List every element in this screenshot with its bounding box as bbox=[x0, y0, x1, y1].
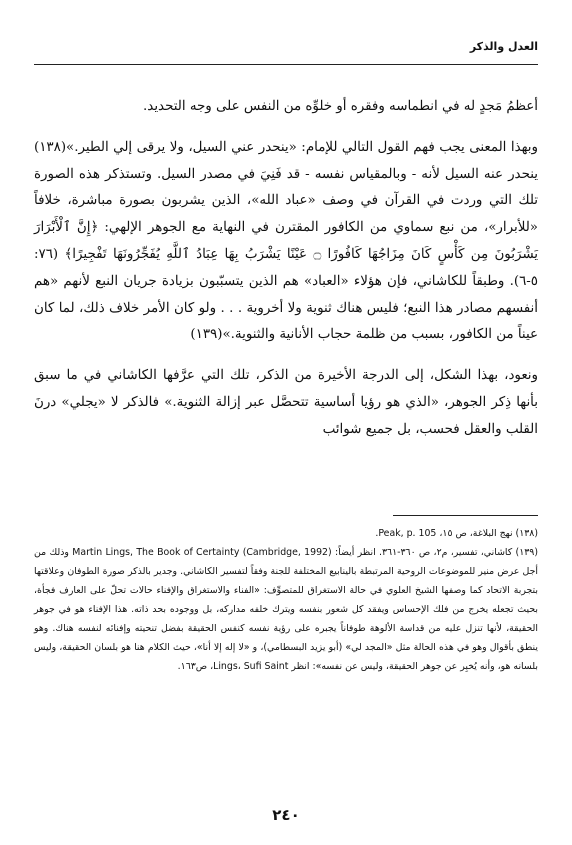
footnote: (١٣٩) كاشاني، تفسير، م٢، ص ٣٦٠-٣٦١. انظر أيضاً: Martin Lings, The Book of Certainty (Cambridge, 1992) وذلك من أجل عرض منير للموضوعات الروحية المرتبطة بالينابيع المختلفة للجنة وفقاً لتفسير الكاشاني. وجدير بالذكر صورة الطوفان وعلاقتها بتجربة الاتحاد كما وصفها الشيخ العلوي في حالة الاستغراق للمتصوِّف: «الفناء والاستغراق والإفناء حالات تحلّ على العارف فجأة، بحيث تجعله يخرج من فلك الإحساس ويفقد كل شعور بنفسه ويترك خلفه مداركه، بل ووجوده بحد ذاته. هذا الإفناء هو في جوهر الحقيقة، لأنها تنزل عليه من قداسة الألوهة طوفاناً يجبره على رؤية نفسه كنفس الحقيقة بفضل تنحيته وإفنائه لنفسه هناك. وهو ينطق بأقوال وهو في هذه الحالة مثل «المجد لي» (أبو يزيد البسطامي)، و «لا إله إلا أنا»، حيث الكلام هنا هو بلسان الحقيقة، وليس بلسانه هو، وأنه يُخبِر عن جوهر الحقيقة، وليس عن نفسه»: انظر Lings، Sufi Saint، ص١٦٣. bbox=[34, 547, 538, 672]
header-rule bbox=[34, 64, 538, 65]
main-text bbox=[34, 94, 538, 458]
running-title: العدل والذكر bbox=[469, 40, 538, 53]
paragraph: أعظمُ مَجدٍ له في انطماسه وفقره أو خلوِّه من النفس على وجه التحديد. bbox=[143, 99, 538, 114]
footnote-separator bbox=[393, 515, 538, 516]
footnote: (١٣٨) نهج البلاغة، ص ١٥، Peak, p. 105. bbox=[375, 528, 538, 539]
page-number: ٢٤٠ bbox=[272, 806, 300, 824]
footnotes bbox=[34, 524, 538, 676]
paragraph: ونعود، بهذا الشكل، إلى الدرجة الأخيرة من الذكر، تلك التي عرَّفها الكاشاني في ما سبق بأنها ذِكر الجوهر، «الذي هو رؤيا أساسية تتحصَّل عبر إزالة الثنوية.» فالذكر لا «يجلي» درنَ القلب والعقل فحسب، بل جميع شوائب bbox=[34, 368, 538, 437]
paragraph: وبهذا المعنى يجب فهم القول التالي للإمام: «ينحدر عني السيل، ولا يرقى إلي الطير.»(١٣٨) ينحدر عنه السيل لأنه - وبالمقياس نفسه - قد فَنِيَ في مصدر السيل. وتستذكر هذه الصورة تلك التي وردت في القرآن في وصف «عباد الله»، الذين يشربون بصورة مباشرة، خلافاً «للأبرار»، من نبع سماوي من الكافور المقترن في النهاية مع الجوهر الإلهي: ﴿إِنَّ ٱلْأَبْرَارَ يَشْرَبُونَ مِن كَأْسٍ كَانَ مِزَاجُهَا كَافُورًا ۝ عَيْنًا يَشْرَبُ بِهَا عِبَادُ ٱللَّهِ يُفَجِّرُونَهَا تَفْجِيرًا﴾ (٧٦: ٥-٦). وطبقاً للكاشاني، فإن هؤلاء «العباد» هم الذين يتسبّبون بزيادة جريان النبع لأنهم «هم أنفسهم مصادر هذا النبع؛ فليس هناك ثنوية ولا أخروية . . . ولو كان الأمر خلاف ذلك، لما كان عيناً من الكافور، بسبب من ظلمة حجاب الأنانية والثنوية.»(١٣٩) bbox=[34, 139, 538, 343]
